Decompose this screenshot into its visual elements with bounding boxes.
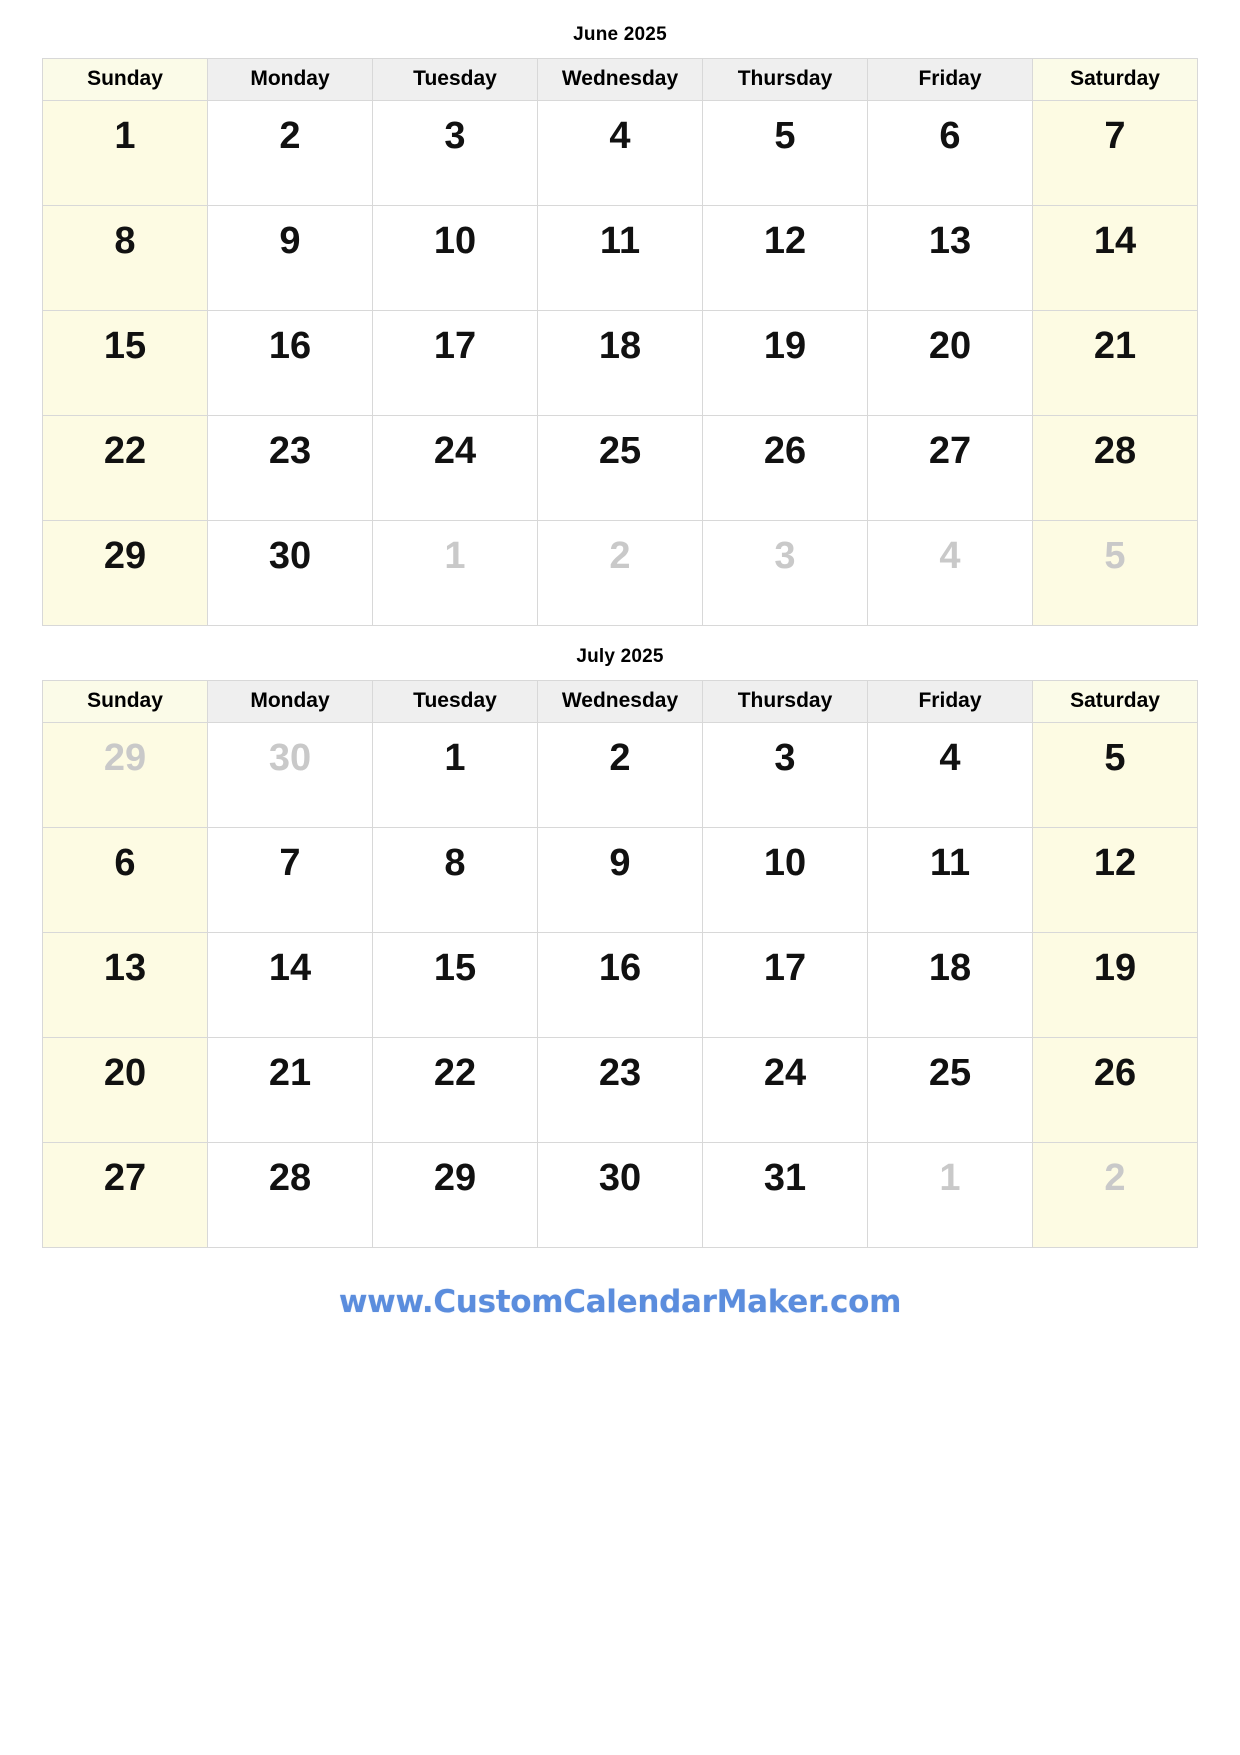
day-cell[interactable] xyxy=(538,101,703,206)
day-cell[interactable] xyxy=(868,828,1033,933)
day-cell[interactable] xyxy=(208,206,373,311)
day-number: 19 xyxy=(763,325,807,367)
day-number: 26 xyxy=(763,430,807,472)
day-cell[interactable] xyxy=(703,416,868,521)
day-number: 11 xyxy=(929,842,971,884)
day-number: 26 xyxy=(1093,1052,1137,1094)
day-cell[interactable] xyxy=(1033,1038,1198,1143)
day-number: 16 xyxy=(268,325,312,367)
day-cell[interactable] xyxy=(868,521,1033,626)
day-number: 17 xyxy=(763,947,807,989)
day-number: 29 xyxy=(103,535,147,577)
month-block-july xyxy=(42,646,1198,1248)
day-number: 4 xyxy=(609,115,631,157)
weekday-header-tuesday: Tuesday xyxy=(373,59,538,101)
calendar-week-row xyxy=(43,828,1198,933)
day-number: 20 xyxy=(928,325,972,367)
day-number: 29 xyxy=(103,737,147,779)
day-number: 3 xyxy=(444,115,466,157)
day-number: 6 xyxy=(939,115,961,157)
calendar-week-row xyxy=(43,1143,1198,1248)
day-cell[interactable] xyxy=(208,828,373,933)
day-cell[interactable] xyxy=(1033,828,1198,933)
day-number: 10 xyxy=(433,220,477,262)
day-number: 21 xyxy=(1093,325,1137,367)
day-cell[interactable] xyxy=(373,101,538,206)
day-number: 3 xyxy=(774,737,796,779)
day-number: 22 xyxy=(103,430,147,472)
day-cell[interactable] xyxy=(868,416,1033,521)
day-cell[interactable] xyxy=(1033,1143,1198,1248)
day-cell[interactable] xyxy=(1033,311,1198,416)
day-cell[interactable] xyxy=(703,101,868,206)
weekday-header-row xyxy=(43,59,1198,101)
day-cell[interactable] xyxy=(868,206,1033,311)
day-number: 30 xyxy=(268,737,312,779)
day-cell[interactable] xyxy=(373,1143,538,1248)
calendar-week-row xyxy=(43,723,1198,828)
day-number: 9 xyxy=(279,220,301,262)
day-cell[interactable] xyxy=(538,521,703,626)
day-cell[interactable] xyxy=(538,933,703,1038)
month-spacer xyxy=(42,626,1198,640)
calendar-table-june xyxy=(42,58,1198,626)
day-cell[interactable] xyxy=(373,206,538,311)
day-cell[interactable] xyxy=(43,521,208,626)
day-number: 19 xyxy=(1093,947,1137,989)
day-number: 14 xyxy=(1093,220,1137,262)
day-cell[interactable] xyxy=(868,723,1033,828)
day-cell[interactable] xyxy=(703,1143,868,1248)
day-number: 29 xyxy=(433,1157,477,1199)
day-cell[interactable] xyxy=(868,311,1033,416)
day-number: 2 xyxy=(1104,1157,1126,1199)
day-cell[interactable] xyxy=(1033,101,1198,206)
day-cell[interactable] xyxy=(1033,416,1198,521)
day-number: 1 xyxy=(114,115,136,157)
day-number: 13 xyxy=(103,947,147,989)
day-cell[interactable] xyxy=(538,828,703,933)
day-cell[interactable] xyxy=(43,101,208,206)
day-number: 30 xyxy=(598,1157,642,1199)
day-cell[interactable] xyxy=(703,1038,868,1143)
day-number: 27 xyxy=(928,430,972,472)
day-cell[interactable] xyxy=(208,1143,373,1248)
day-number: 28 xyxy=(1093,430,1137,472)
day-cell[interactable] xyxy=(43,311,208,416)
day-number: 25 xyxy=(928,1052,972,1094)
day-cell[interactable] xyxy=(703,521,868,626)
day-cell[interactable] xyxy=(868,101,1033,206)
day-cell[interactable] xyxy=(1033,723,1198,828)
calendar-week-row xyxy=(43,1038,1198,1143)
website-url[interactable]: www.CustomCalendarMaker.com xyxy=(338,1284,902,1320)
day-number: 21 xyxy=(268,1052,312,1094)
day-number: 15 xyxy=(433,947,477,989)
day-number: 12 xyxy=(763,220,807,262)
day-cell[interactable] xyxy=(1033,521,1198,626)
day-cell[interactable] xyxy=(868,1038,1033,1143)
day-number: 2 xyxy=(279,115,301,157)
day-number: 11 xyxy=(599,220,641,262)
day-cell[interactable] xyxy=(538,206,703,311)
day-number: 9 xyxy=(609,842,631,884)
weekday-header-wednesday: Wednesday xyxy=(538,59,703,101)
day-number: 13 xyxy=(928,220,972,262)
day-cell[interactable] xyxy=(703,723,868,828)
day-number: 1 xyxy=(444,535,466,577)
day-number: 4 xyxy=(939,535,961,577)
day-cell[interactable] xyxy=(373,416,538,521)
day-cell[interactable] xyxy=(373,723,538,828)
calendar-week-row xyxy=(43,416,1198,521)
day-cell[interactable] xyxy=(43,416,208,521)
calendar-table-july xyxy=(42,680,1198,1248)
day-number: 5 xyxy=(1104,535,1126,577)
day-number: 10 xyxy=(763,842,807,884)
day-cell[interactable] xyxy=(538,1143,703,1248)
day-cell[interactable] xyxy=(868,1143,1033,1248)
weekday-header-sunday: Sunday xyxy=(43,59,208,101)
day-number: 18 xyxy=(598,325,642,367)
day-number: 17 xyxy=(433,325,477,367)
day-cell[interactable] xyxy=(538,416,703,521)
day-number: 22 xyxy=(433,1052,477,1094)
day-number: 18 xyxy=(928,947,972,989)
month-title: June 2025 xyxy=(573,24,667,45)
weekday-header-tuesday: Tuesday xyxy=(373,681,538,723)
day-number: 14 xyxy=(268,947,312,989)
day-number: 1 xyxy=(444,737,466,779)
day-cell[interactable] xyxy=(208,101,373,206)
footer xyxy=(42,1284,1198,1320)
calendar-week-row xyxy=(43,206,1198,311)
weekday-header-friday: Friday xyxy=(868,59,1033,101)
day-number: 8 xyxy=(114,220,136,262)
day-number: 5 xyxy=(774,115,796,157)
day-cell[interactable] xyxy=(208,723,373,828)
weekday-header-friday: Friday xyxy=(868,681,1033,723)
day-cell[interactable] xyxy=(703,206,868,311)
day-cell[interactable] xyxy=(703,828,868,933)
day-cell[interactable] xyxy=(208,521,373,626)
day-cell[interactable] xyxy=(43,933,208,1038)
day-cell[interactable] xyxy=(43,1143,208,1248)
weekday-header-thursday: Thursday xyxy=(703,681,868,723)
day-number: 2 xyxy=(609,737,631,779)
day-cell[interactable] xyxy=(208,311,373,416)
weekday-header-wednesday: Wednesday xyxy=(538,681,703,723)
month-block-june xyxy=(42,24,1198,626)
weekday-header-saturday: Saturday xyxy=(1033,59,1198,101)
day-number: 23 xyxy=(598,1052,642,1094)
weekday-header-saturday: Saturday xyxy=(1033,681,1198,723)
day-cell[interactable] xyxy=(208,1038,373,1143)
month-title: July 2025 xyxy=(576,646,664,667)
day-cell[interactable] xyxy=(208,416,373,521)
day-cell[interactable] xyxy=(373,828,538,933)
day-number: 31 xyxy=(763,1157,807,1199)
day-number: 28 xyxy=(268,1157,312,1199)
day-cell[interactable] xyxy=(703,933,868,1038)
calendar-week-row xyxy=(43,521,1198,626)
weekday-header-row xyxy=(43,681,1198,723)
day-number: 27 xyxy=(103,1157,147,1199)
day-number: 24 xyxy=(433,430,477,472)
day-cell[interactable] xyxy=(43,1038,208,1143)
day-cell[interactable] xyxy=(703,311,868,416)
weekday-header-sunday: Sunday xyxy=(43,681,208,723)
day-number: 4 xyxy=(939,737,961,779)
day-cell[interactable] xyxy=(868,933,1033,1038)
weekday-header-thursday: Thursday xyxy=(703,59,868,101)
day-cell[interactable] xyxy=(1033,206,1198,311)
day-cell[interactable] xyxy=(43,828,208,933)
day-cell[interactable] xyxy=(538,1038,703,1143)
day-cell[interactable] xyxy=(1033,933,1198,1038)
day-cell[interactable] xyxy=(373,933,538,1038)
day-cell[interactable] xyxy=(43,206,208,311)
day-number: 12 xyxy=(1093,842,1137,884)
day-cell[interactable] xyxy=(43,723,208,828)
day-cell[interactable] xyxy=(538,311,703,416)
day-number: 6 xyxy=(114,842,136,884)
day-number: 8 xyxy=(444,842,466,884)
day-cell[interactable] xyxy=(373,311,538,416)
day-number: 5 xyxy=(1104,737,1126,779)
calendar-week-row xyxy=(43,311,1198,416)
day-cell[interactable] xyxy=(208,933,373,1038)
weekday-header-monday: Monday xyxy=(208,59,373,101)
day-number: 16 xyxy=(598,947,642,989)
day-cell[interactable] xyxy=(373,1038,538,1143)
calendar-week-row xyxy=(43,933,1198,1038)
day-number: 15 xyxy=(103,325,147,367)
day-number: 30 xyxy=(268,535,312,577)
calendar-week-row xyxy=(43,101,1198,206)
day-number: 1 xyxy=(939,1157,961,1199)
day-number: 25 xyxy=(598,430,642,472)
day-number: 24 xyxy=(763,1052,807,1094)
day-number: 20 xyxy=(103,1052,147,1094)
weekday-header-monday: Monday xyxy=(208,681,373,723)
day-number: 3 xyxy=(774,535,796,577)
day-number: 23 xyxy=(268,430,312,472)
day-number: 2 xyxy=(609,535,631,577)
day-number: 7 xyxy=(279,842,301,884)
day-cell[interactable] xyxy=(538,723,703,828)
day-number: 7 xyxy=(1104,115,1126,157)
day-cell[interactable] xyxy=(373,521,538,626)
